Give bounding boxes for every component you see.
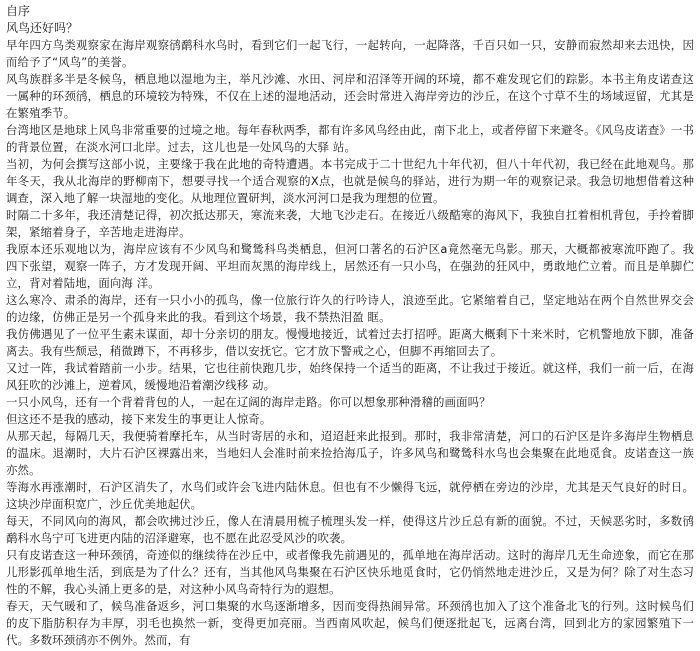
section-heading: 风鸟还好吗？: [6, 21, 79, 35]
paragraph: 等海水再涨潮时，石沪区消失了，水鸟们或许会飞进内陆休息。但也有不少懒得飞远，就停栖在旁边的沙岸，尤其是天气良好的时日。这块沙岸面积宽广，沙丘优美地起伏。: [6, 480, 694, 511]
paragraph: 我仿佛遇见了一位平生素未谋面，却十分亲切的朋友。慢慢地接近，试着过去打招呼。距离大概剩下十来米时，它机警地放下脚，准备离去。我有些颓忌，稍微蹲下，不再移步，借以安抚它。它才放下警戒之心，但脚不再缩回去了。: [6, 327, 694, 358]
paragraph: 从那天起，每隔几天，我便骑着摩托车，从当时寄居的永和，迢迢赶来此报到。那时，我非常清楚，河口的石沪区是许多海岸生物栖息的温床。退潮时，大片石沪区裸露出来，当地妇人会准时前来捡拾海瓜子，许多风鸟和鹭鸶科水鸟也会集聚在此地觅食。皮诺查这一族亦然。: [6, 429, 694, 477]
paragraph: 早年四方鸟类观察家在海岸观察鸻鹬科水鸟时，看到它们一起飞行，一起转向，一起降落，千百只如一只，安静而寂然却来去迅快，因而给予了“风鸟”的美誉。: [6, 38, 694, 69]
paragraph: 一只小风鸟，还有一个背着背包的人，一起在辽阔的海岸走路。你可以想象那种滑稽的画面吗？: [6, 395, 491, 409]
paragraph: 每天，不同风向的海风，都会吹拂过沙丘，像人在清晨用梳子梳理头发一样，使得这片沙丘总有新的面貌。不过，天候恶劣时，多数鸻鹬科水鸟宁可飞进更内陆的沼泽避寒，也不愿在此忍受风沙的吹袭。: [6, 514, 694, 545]
paragraph: 但这还不是我的感动，接下来发生的事更让人惊奇。: [6, 412, 272, 426]
paragraph: 台湾地区是地球上风鸟非常重要的过境之地。每年春秋两季，都有许多风鸟经由此，南下北上，或者停留下来避冬。《风鸟皮诺查》一书的背景位置，在淡水河口北岸。过去，这儿也是一处风鸟的大驿 站。: [6, 123, 694, 154]
paragraph: 我原本还乐观地以为，海岸应该有不少风鸟和鹭鸶科鸟类栖息，但河口著名的石沪区a竟然毫无鸟影。那天，大概都被寒流吓跑了。我四下张望，观察一阵子，方才发现开阔、平坦而灰黑的海岸线上，居然还有一只小鸟，在强劲的狂风中，勇敢地伫立着。而且是单脚伫立，背对着陆地，面向海 洋。: [6, 242, 694, 290]
paragraph: 又过一阵，我试着踏前一小步。结果，它也往前快跑几步，始终保持一个适当的距离，不让我过于接近。就这样，我们一前一后，在海风狂吹的沙滩上，逆着风，缓慢地沿着潮汐线移 动。: [6, 361, 694, 392]
page-title: 自序: [6, 4, 31, 18]
paragraph: 当初，为何会撰写这部小说，主要缘于我在此地的奇特遭遇。本书完成于二十世纪九十年代初，但八十年代初，我已经在此地观鸟。那年冬天，我从北海岸的野柳南下，想要寻找一个适合观察的X点，也就是候鸟的驿站，进行为期一年的观察记录。我急切地想借着这种调查，深入地了解一块湿地的变化。从地理位置研判，淡水河河口是我为理想的位置。: [6, 157, 694, 205]
paragraph: 春天，天气暖和了，候鸟准备返乡，河口集聚的水鸟逐渐增多，因而变得热闹异常。环颈鸻也加入了这个准备北飞的行列。这时候鸟们的皮下脂肪积存为丰厚，羽毛也换然一新，变得更加亮丽。当西南风吹起，候鸟们便逐批起飞，远离台湾，回到北方的家园繁殖下一代。多数环颈鸻亦不例外。然而，有: [6, 599, 694, 647]
paragraph: 只有皮诺查这一种环颈鸻，奇迹似的继续待在沙丘中，或者像我先前遇见的，孤单地在海岸活动。这时的海岸几无生命迹象，而它在那儿形影孤单地生活，到底是为了什么？还有，当其他风鸟集聚在石沪区快乐地觅食时，它仍悄然地走进沙丘，又是为何？除了对生态习性的不解，我心头涌上更多的是，对这种小风鸟奇特行为的遐想。: [6, 548, 694, 596]
paragraph: 这么寒冷、肃杀的海岸，还有一只小小的孤鸟，像一位旅行许久的行吟诗人，浪迹至此。它紧缩着自己，坚定地站在两个自然世界交会的边缘，仿佛正是另一个孤身来此的我。看到这个场景，我不禁热泪盈 眶。: [6, 293, 694, 324]
paragraph: 风鸟族群多半是冬候鸟，栖息地以湿地为主，举凡沙滩、水田、河岸和沼泽等开阔的环境，都不难发现它们的踪影。本书主角皮诺查这一属种的环颈鸻，栖息的环境较为特殊，不仅在上述的湿地活动，还会时常进入海岸旁边的沙丘，在这个寸草不生的场域逗留，尤其是在繁殖季节。: [6, 72, 694, 120]
paragraph: 时隔二十多年，我还清楚记得，初次抵达那天，寒流来袭，大地飞沙走石。在接近八级酷寒的海风下，我独自扛着相机背包，手拎着脚架，紧缩着身子，辛苦地走进海岸。: [6, 208, 694, 239]
